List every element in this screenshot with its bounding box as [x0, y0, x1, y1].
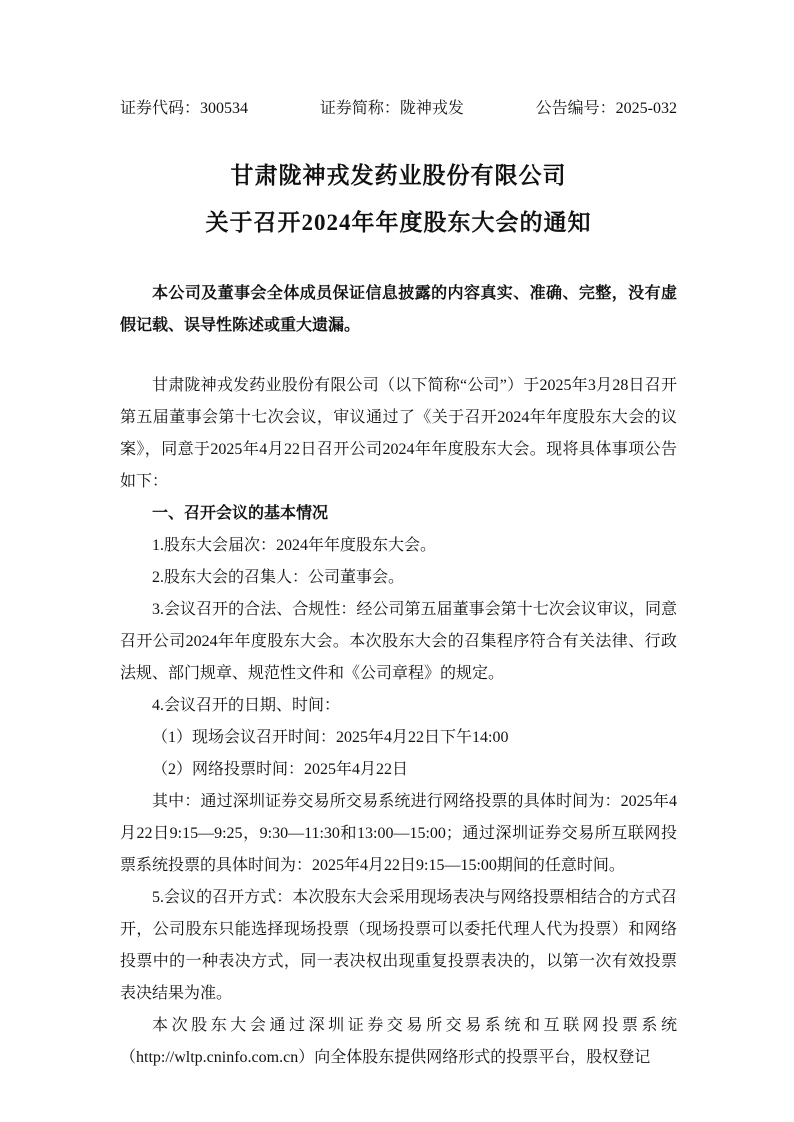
document-header	[120, 97, 677, 121]
disclaimer-paragraph: 本公司及董事会全体成员保证信息披露的内容真实、准确、完整，没有虚假记载、误导性陈述或重大遗漏。	[120, 285, 677, 334]
item-meeting-session: 1.股东大会届次：2024年年度股东大会。	[152, 537, 437, 554]
intro-paragraph: 甘肃陇神戎发药业股份有限公司（以下简称“公司”）于2025年3月28日召开第五届董事会第十七次会议，审议通过了《关于召开2024年年度股东大会的议案》，同意于2025年4月22日召开公司2024年年度股东大会。现将具体事项公告如下：	[120, 377, 677, 490]
item-onsite-time: （1）现场会议召开时间：2025年4月22日下午14:00	[152, 729, 509, 746]
item-online-vote-detail: 其中：通过深圳证券交易所交易系统进行网络投票的具体时间为：2025年4月22日9:15—9:25，9:30—11:30和13:00—15:00；通过深圳证券交易所互联网投票系统投票的具体时间为：2025年4月22日9:15—15:00期间的任意时间。	[120, 793, 677, 874]
item-online-vote-date: （2）网络投票时间：2025年4月22日	[152, 761, 409, 778]
stock-short-name: 证券简称：陇神戎发	[319, 100, 464, 117]
notice-title: 关于召开2024年年度股东大会的通知	[205, 210, 592, 235]
company-name-title: 甘肃陇神戎发药业股份有限公司	[230, 163, 567, 188]
item-voting-platform: 本次股东大会通过深圳证券交易所交易系统和互联网投票系统（http://wltp.cninfo.com.cn）向全体股东提供网络形式的投票平台，股权登记	[120, 1017, 677, 1066]
item-convener: 2.股东大会的召集人：公司董事会。	[152, 569, 405, 586]
item-meeting-method: 5.会议的召开方式：本次股东大会采用现场表决与网络投票相结合的方式召开，公司股东只能选择现场投票（现场投票可以委托代理人代为投票）和网络投票中的一种表决方式，同一表决权出现重复投票表决的，以第一次有效投票表决结果为准。	[120, 889, 677, 1002]
section-heading-1: 一、召开会议的基本情况	[152, 505, 329, 522]
item-date-time: 4.会议召开的日期、时间：	[152, 697, 341, 714]
stock-code: 证券代码：300534	[120, 100, 249, 117]
item-legality: 3.会议召开的合法、合规性：经公司第五届董事会第十七次会议审议，同意召开公司2024年年度股东大会。本次股东大会的召集程序符合有关法律、行政法规、部门规章、规范性文件和《公司章程》的规定。	[120, 601, 677, 682]
document-body	[120, 278, 677, 1074]
announcement-number: 公告编号：2025-032	[535, 100, 677, 117]
